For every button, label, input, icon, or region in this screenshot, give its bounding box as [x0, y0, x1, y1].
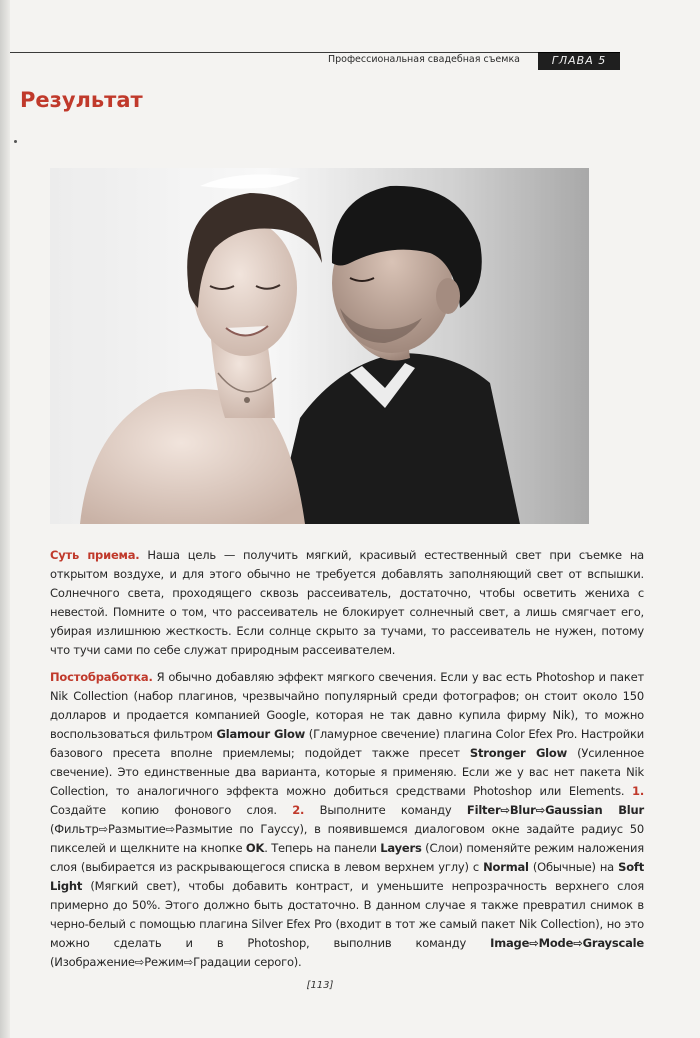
page-edge: [0, 0, 10, 1038]
text-segment: (Обычные) на: [528, 860, 619, 874]
running-head: Профессиональная свадебная съемка: [327, 54, 520, 65]
term-glamour-glow: Glamour Glow: [216, 727, 306, 741]
text-segment: (Гламурное свечение) плагина Color Efex Pro. Настройки базового пресета вполне приемлемы; подойдет также пресет: [50, 727, 644, 760]
term-stronger-glow: Stronger Glow: [469, 746, 568, 760]
text-segment: (Слои) поменяйте режим наложения слоя (выбирается из раскрывающегося списка в левом верхнем углу) с: [50, 841, 644, 874]
wedding-photo: [50, 168, 589, 524]
text-segment: (Изображение⇨Режим⇨Градации серого).: [50, 955, 302, 969]
wedding-photo-illustration: [50, 168, 589, 524]
lead-postprocessing: Постобработка.: [50, 670, 153, 684]
term-grayscale: Image⇨Mode⇨Grayscale: [490, 936, 644, 950]
lead-technique: Суть приема.: [50, 548, 140, 562]
text-segment: (Фильтр⇨Размытие⇨Размытие по Гауссу), в появившемся диалоговом окне задайте радиус 50 пикселей и щелкните на кнопке: [50, 822, 644, 855]
paragraph-technique: [50, 546, 644, 660]
term-gaussian-blur: Filter⇨Blur⇨Gaussian Blur: [466, 803, 644, 817]
term-layers: Layers: [380, 841, 422, 855]
section-title: Результат: [20, 88, 143, 112]
term-normal: Normal: [483, 860, 529, 874]
article-body: [50, 546, 644, 980]
text-segment: Создайте копию фонового слоя.: [50, 803, 293, 817]
text-segment: Я обычно добавляю эффект мягкого свечения. Если у вас есть Photoshop и пакет Nik Collection (набор плагинов, чрезвычайно популярный среди фотографов; он стоит около 150 долларов и продается компанией Google, которая не так давно купила фирму Nik), то можно воспользоваться фильтром: [50, 670, 644, 741]
text-segment: Выполните команду: [304, 803, 467, 817]
term-ok: OK: [245, 841, 265, 855]
chapter-tab: ГЛАВА 5: [538, 52, 620, 70]
step-number-2: 2.: [292, 803, 305, 817]
term-soft-light: Soft Light: [50, 860, 644, 893]
text-segment: (Мягкий свет), чтобы добавить контраст, и уменьшите непрозрачность верхнего слоя примерно до 50%. Этого должно быть достаточно. В данном случае я также превратил снимок в черно-белый с помощью плагина Silver Efex Pro (входит в тот же самый пакет Nik Collection), но это можно сделать и в Photoshop, выполнив команду: [50, 879, 644, 950]
text-segment: (Усиленное свечение). Это единственные два варианта, которые я применяю. Если же у вас нет пакета Nik Collection, то аналогичного эффекта можно добиться средствами Photoshop или Elements.: [50, 746, 644, 798]
step-number-1: 1.: [632, 784, 644, 798]
paragraph-postprocessing: [50, 668, 644, 972]
text-segment: . Теперь на панели: [264, 841, 381, 855]
page-number: [113]: [306, 980, 334, 991]
margin-mark: [14, 140, 17, 143]
paragraph-technique-text: Наша цель — получить мягкий, красивый естественный свет при съемке на открытом воздухе, и для этого обычно не требуется добавлять заполняющий свет от вспышки. Солнечного света, проходящего сквозь рассеиватель, достаточно, чтобы осветить жениха с невестой. Помните о том, что рассеиватель не блокирует солнечный свет, а лишь смягчает его, убирая излишнюю жесткость. Если солнце скрыто за тучами, то рассеиватель не нужен, потому что тучи сами по себе служат природным рассеивателем.: [50, 548, 644, 657]
